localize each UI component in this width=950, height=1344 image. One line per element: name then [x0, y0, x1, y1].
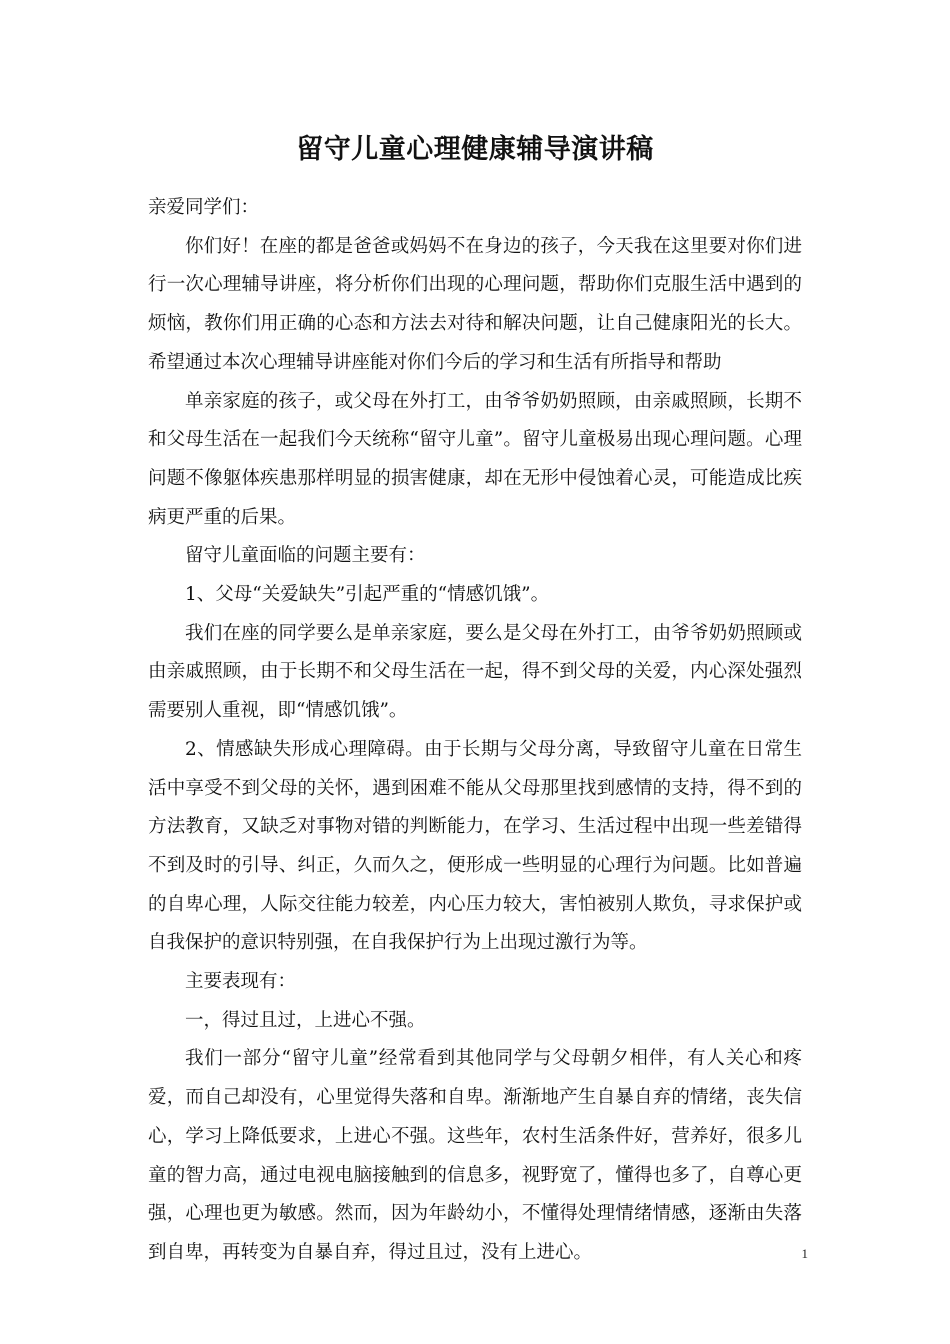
paragraph-problems-intro: 留守儿童面临的问题主要有： [185, 545, 426, 567]
paragraph-point-2: 2、情感缺失形成心理障碍。由于长期与父母分离，导致留守儿童在日常生活中享受不到父母的关怀，遇到困难不能从父母那里找到感情的支持，得不到的方法教育，又缺乏对事物对错的判断能力，在学习、生活过程中出现一些差错得不到及时的引导、纠正，久而久之，便形成一些明显的心理行为问题。比如普遍的自卑心理，人际交往能力较差，内心压力较大，害怕被别人欺负，寻求保护或自我保护的意识特别强，在自我保护行为上出现过激行为等。 [148, 738, 802, 954]
paragraph-greeting: 你们好！在座的都是爸爸或妈妈不在身边的孩子，今天我在这里要对你们进行一次心理辅导讲座，将分析你们出现的心理问题，帮助你们克服生活中遇到的烦恼，教你们用正确的心态和方法去对待和解决问题，让自己健康阳光的长大。希望通过本次心理辅导讲座能对你们今后的学习和生活有所指导和帮助 [148, 235, 802, 373]
page-number: 1 [801, 1246, 808, 1261]
paragraph-point-1-detail: 我们在座的同学要么是单亲家庭，要么是父母在外打工，由爷爷奶奶照顾或由亲戚照顾，由于长期不和父母生活在一起，得不到父母的关爱，内心深处强烈需要别人重视，即“情感饥饿”。 [148, 622, 802, 722]
document-body [148, 189, 802, 1273]
document-title: 留守儿童心理健康辅导演讲稿 [296, 134, 654, 165]
paragraph-manifestation-1: 一，得过且过，上进心不强。 [185, 1009, 426, 1031]
paragraph-point-1: 1、父母“关爱缺失”引起严重的“情感饥饿”。 [185, 584, 550, 606]
paragraph-manifestations-intro: 主要表现有： [185, 971, 297, 993]
salutation: 亲爱同学们： [148, 197, 260, 218]
paragraph-manifestation-1-detail: 我们一部分“留守儿童”经常看到其他同学与父母朝夕相伴，有人关心和疼爱，而自己却没有，心里觉得失落和自卑。渐渐地产生自暴自弃的情绪，丧失信心，学习上降低要求，上进心不强。这些年，农村生活条件好，营养好，很多儿童的智力高，通过电视电脑接触到的信息多，视野宽了，懂得也多了，自尊心更强，心理也更为敏感。然而，因为年龄幼小，不懂得处理情绪情感，逐渐由失落到自卑，再转变为自暴自弃，得过且过，没有上进心。 [148, 1048, 802, 1263]
paragraph-definition: 单亲家庭的孩子，或父母在外打工，由爷爷奶奶照顾，由亲戚照顾，长期不和父母生活在一起我们今天统称“留守儿童”。留守儿童极易出现心理问题。心理问题不像躯体疾患那样明显的损害健康，却在无形中侵蚀着心灵，可能造成比疾病更严重的后果。 [148, 390, 802, 528]
